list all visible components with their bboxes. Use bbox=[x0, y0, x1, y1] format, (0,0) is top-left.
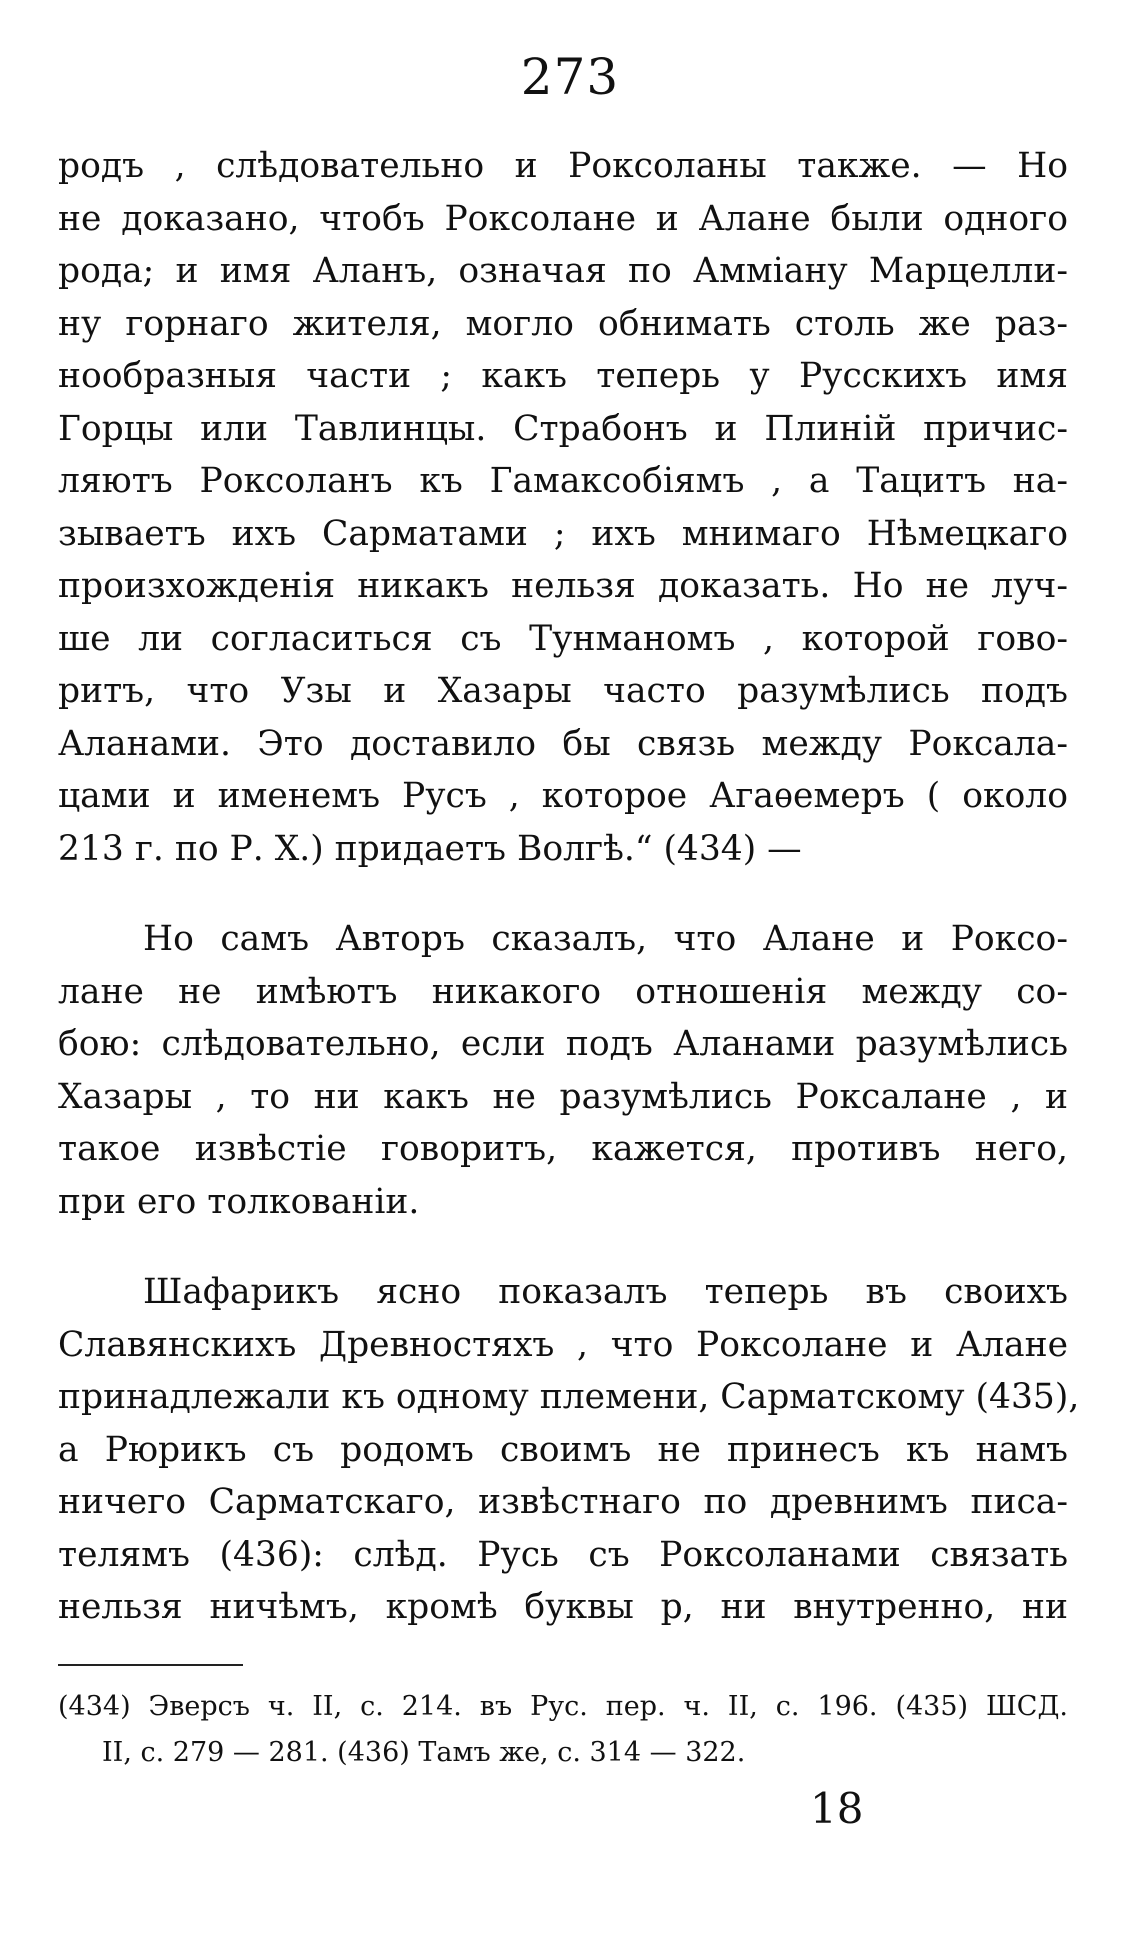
text-line: цами и именемъ Русъ , которое Агаѳемеръ ( около bbox=[58, 776, 1068, 816]
text-line: телямъ (436): слѣд. Русь съ Роксоланами связать bbox=[58, 1534, 1068, 1575]
footnote-divider bbox=[58, 1664, 243, 1666]
text-line: Шафарикъ ясно показалъ теперь въ своихъ bbox=[143, 1272, 1068, 1312]
text-line: такое извѣстіе говоритъ, кажется, противъ него, bbox=[58, 1129, 1068, 1169]
page-number: 273 bbox=[520, 48, 620, 106]
text-line: Славянскихъ Древностяхъ , что Роксолане и Алане bbox=[58, 1324, 1068, 1365]
text-line: а Рюрикъ съ родомъ своимъ не принесъ къ намъ bbox=[58, 1429, 1068, 1470]
text-line: бою: слѣдовательно, если подъ Аланами разумѣлись bbox=[58, 1024, 1068, 1064]
text-line: ничего Сарматскаго, извѣстнаго по древнимъ писа- bbox=[58, 1482, 1068, 1522]
text-line: зываетъ ихъ Сарматами ; ихъ мнимаго Нѣмецкаго bbox=[58, 513, 1068, 554]
paragraph-2 bbox=[58, 913, 1068, 1228]
text-line: Хазары , то ни какъ не разумѣлись Роксалане , и bbox=[58, 1076, 1068, 1117]
text-line: произхожденія никакъ нельзя доказать. Но не луч- bbox=[58, 566, 1068, 606]
body-text bbox=[58, 140, 1080, 1634]
text-line: Но самъ Авторъ сказалъ, что Алане и Роксо- bbox=[143, 919, 1068, 959]
text-line: не доказано, чтобъ Роксолане и Алане были одного bbox=[58, 198, 1068, 239]
footnote-line: II, с. 279 — 281. (436) Тамъ же, с. 314 — 322. bbox=[102, 1737, 746, 1768]
text-line: при его толкованіи. bbox=[58, 1181, 420, 1222]
text-line: 213 г. по Р. Х.) придаетъ Волгѣ.“ (434) — bbox=[58, 828, 802, 869]
paragraph-1 bbox=[58, 140, 1068, 875]
footnote-line: (434) Эверсъ ч. II, с. 214. въ Рус. пер. ч. II, с. 196. (435) ШСД. bbox=[58, 1691, 1068, 1722]
paragraph-gap bbox=[58, 875, 1068, 913]
text-line: ляютъ Роксоланъ къ Гамаксобіямъ , а Тацитъ на- bbox=[58, 461, 1068, 501]
text-line: родъ , слѣдовательно и Роксоланы также. — Но bbox=[58, 146, 1068, 186]
text-line: нельзя ничѣмъ, кромѣ буквы р, ни внутренно, ни bbox=[58, 1587, 1068, 1627]
text-line: Аланами. Это доставило бы связь между Роксала- bbox=[58, 723, 1068, 764]
text-line: лане не имѣютъ никакого отношенія между со- bbox=[58, 971, 1068, 1012]
text-line: ну горнаго жителя, могло обнимать столь же раз- bbox=[58, 303, 1068, 344]
text-line: Горцы или Тавлинцы. Страбонъ и Плиній причис- bbox=[58, 408, 1068, 449]
text-line: рода; и имя Аланъ, означая по Аммiану Марцелли- bbox=[58, 251, 1068, 291]
text-line: ше ли согласиться съ Тунманомъ , которой гово- bbox=[58, 618, 1068, 659]
text-line: ритъ, что Узы и Хазары часто разумѣлись подъ bbox=[58, 671, 1068, 711]
text-line: принадлежали къ одному племени, Сарматскому (435), bbox=[58, 1377, 1080, 1417]
paragraph-3 bbox=[58, 1266, 1080, 1634]
text-line: нообразныя части ; какъ теперь у Русскихъ имя bbox=[58, 356, 1068, 396]
signature-mark: 18 bbox=[810, 1784, 864, 1833]
footnotes bbox=[58, 1684, 1068, 1776]
paragraph-gap bbox=[58, 1228, 1068, 1266]
